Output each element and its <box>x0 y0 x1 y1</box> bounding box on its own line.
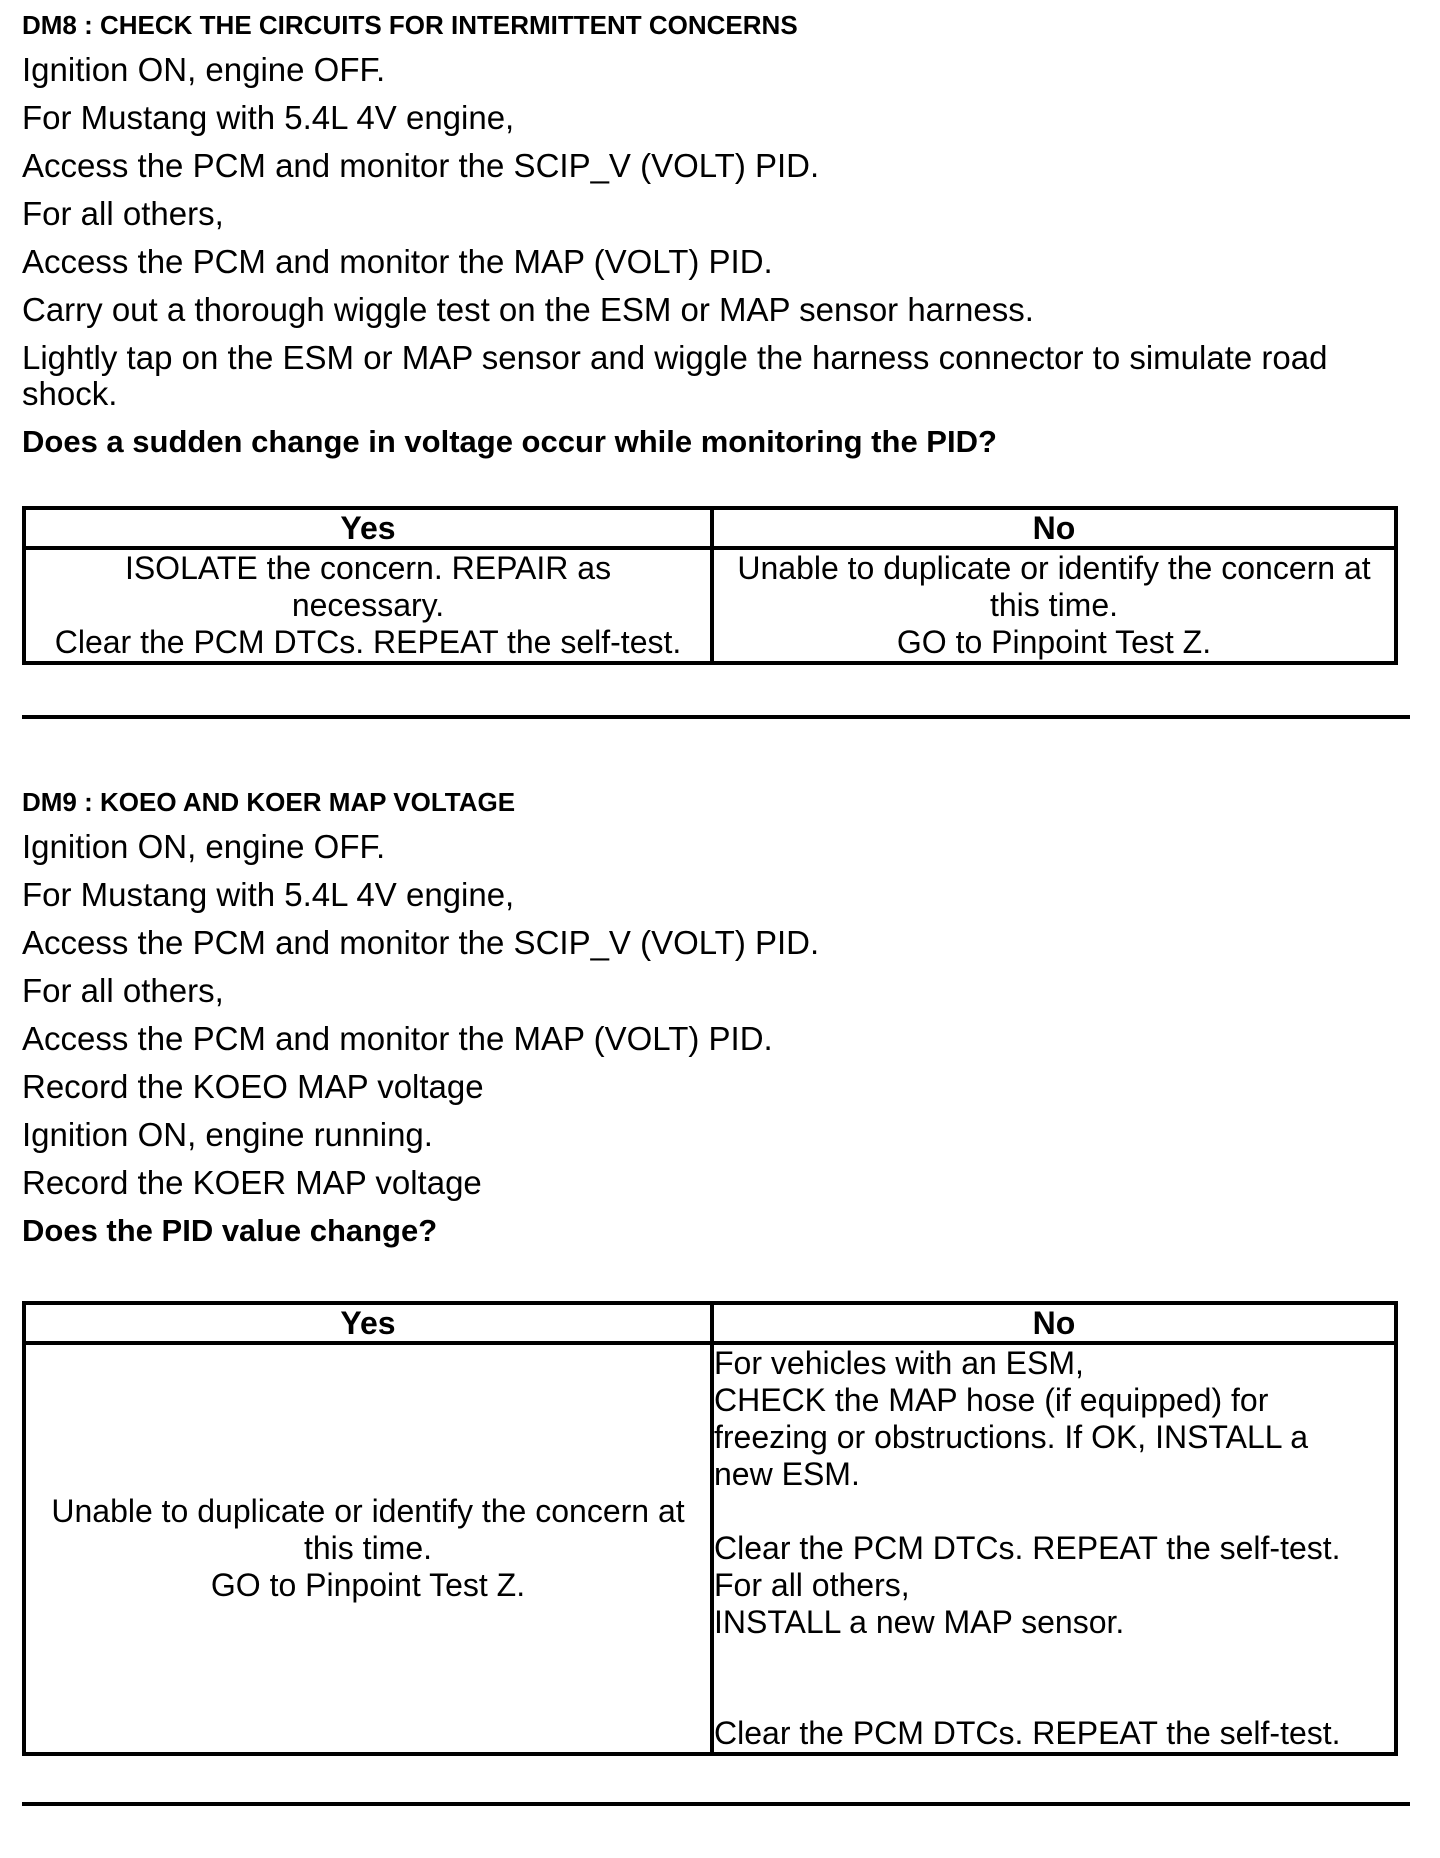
no-cell <box>712 1343 1396 1754</box>
dm9-step: For all others, <box>22 972 224 1009</box>
cell-spacer <box>714 1641 1394 1678</box>
yes-cell <box>24 1343 712 1754</box>
yes-header: Yes <box>24 1303 712 1343</box>
cell-line: CHECK the MAP hose (if equipped) for <box>714 1382 1269 1418</box>
cell-line: new ESM. <box>714 1456 860 1492</box>
cell-line: INSTALL a new MAP sensor. <box>714 1604 1125 1640</box>
dm9-step: Access the PCM and monitor the MAP (VOLT) PID. <box>22 1020 773 1057</box>
cell-line: GO to Pinpoint Test Z. <box>896 624 1212 660</box>
dm9-section <box>22 719 1412 1756</box>
dm9-step: Access the PCM and monitor the SCIP_V (VOLT) PID. <box>22 924 820 961</box>
dm8-step: Lightly tap on the ESM or MAP sensor and wiggle the harness connector to simulate road shock. <box>22 339 1328 412</box>
cell-line: Clear the PCM DTCs. REPEAT the self-test. <box>54 624 682 660</box>
dm9-step: For Mustang with 5.4L 4V engine, <box>22 876 515 913</box>
cell-line: this time. <box>303 1530 433 1566</box>
dm8-step: Carry out a thorough wiggle test on the ESM or MAP sensor harness. <box>22 291 1034 328</box>
no-header: No <box>712 1303 1396 1343</box>
cell-line: Unable to duplicate or identify the concern at <box>737 550 1371 586</box>
cell-line: freezing or obstructions. If OK, INSTALL a <box>714 1419 1309 1455</box>
cell-spacer <box>714 1493 1394 1530</box>
cell-line: GO to Pinpoint Test Z. <box>210 1567 526 1603</box>
cell-line: For vehicles with an ESM, <box>714 1345 1084 1381</box>
cell-line: Unable to duplicate or identify the concern at <box>51 1493 685 1529</box>
dm8-question: Does a sudden change in voltage occur while monitoring the PID? <box>22 424 997 459</box>
dm8-step: Access the PCM and monitor the MAP (VOLT) PID. <box>22 243 773 280</box>
cell-line: ISOLATE the concern. REPAIR as <box>124 550 612 586</box>
dm9-decision-table <box>22 1301 1398 1756</box>
section-divider <box>22 1802 1410 1806</box>
dm8-step: For all others, <box>22 195 224 232</box>
dm8-step: Ignition ON, engine OFF. <box>22 51 386 88</box>
document-page <box>22 0 1412 1806</box>
no-cell <box>712 548 1396 663</box>
table-row <box>24 1343 1396 1754</box>
dm9-step: Ignition ON, engine OFF. <box>22 828 386 865</box>
dm9-step: Ignition ON, engine running. <box>22 1116 433 1153</box>
cell-line: For all others, <box>714 1567 910 1603</box>
dm9-question: Does the PID value change? <box>22 1213 438 1248</box>
dm8-step: For Mustang with 5.4L 4V engine, <box>22 99 515 136</box>
cell-line: Clear the PCM DTCs. REPEAT the self-test. <box>714 1530 1341 1566</box>
dm9-step: Record the KOEO MAP voltage <box>22 1068 484 1105</box>
yes-cell <box>24 548 712 663</box>
table-header-row <box>24 508 1396 548</box>
dm8-step: Access the PCM and monitor the SCIP_V (VOLT) PID. <box>22 147 820 184</box>
table-row <box>24 548 1396 663</box>
dm8-title: DM8 : CHECK THE CIRCUITS FOR INTERMITTENT CONCERNS <box>22 10 798 40</box>
no-header: No <box>712 508 1396 548</box>
cell-line: this time. <box>989 587 1119 623</box>
table-header-row <box>24 1303 1396 1343</box>
dm8-decision-table <box>22 506 1398 665</box>
dm9-step: Record the KOER MAP voltage <box>22 1164 482 1201</box>
dm8-section <box>22 0 1412 665</box>
cell-line: Clear the PCM DTCs. REPEAT the self-test. <box>714 1715 1341 1751</box>
cell-spacer <box>714 1678 1394 1715</box>
cell-line: necessary. <box>291 587 445 623</box>
dm9-title: DM9 : KOEO AND KOER MAP VOLTAGE <box>22 787 516 817</box>
yes-header: Yes <box>24 508 712 548</box>
